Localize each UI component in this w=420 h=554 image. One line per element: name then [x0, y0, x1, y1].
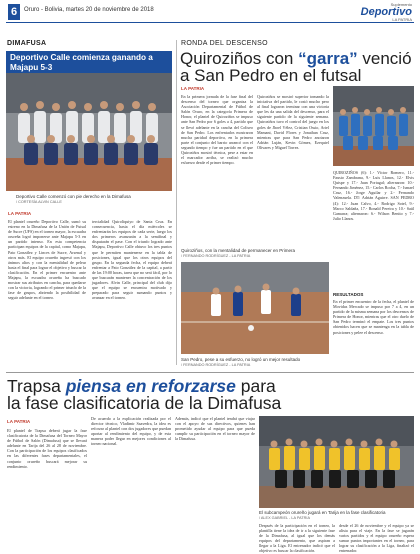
story2-headline-part1: Quiroziños con	[180, 49, 299, 68]
results-heading: RESULTADOS	[333, 292, 364, 297]
supplement-logo	[344, 2, 412, 20]
page-number: 6	[8, 4, 20, 20]
story3-headline-part1: Trapsa	[7, 376, 66, 396]
story2-headline-highlight: “garra”	[298, 49, 358, 68]
story2-headline	[180, 50, 414, 84]
story1-section-label: DIMAFUSA	[7, 40, 47, 47]
story3-photo	[259, 416, 414, 508]
story2-body-col1: En la primera jornada de la fase final del descenso del torneo que organiza la Asociación Departamental de Fútbol de Salón Oruro, en la categoría Primera de Honor, el plantel de Quiroziños se impuso ante San Pedro por 6 goles a 4, partido que se llevó adelante en la cancha del Coliseo de San Pedro. Los enfrentados mostraron mucha paridad deportiva, en la primera parte el conjunto del barrio arrancó con el segundo tiempo y fue un partido en el que Quiroziños mostró técnica, pese a estar en el marcador arriba, se realizó mucho esfuerzo desde el primer tiempo.	[181, 94, 253, 166]
story2-lineups: QUIROZIÑOS (6): 1.- Víctor Romero, 11.- Fausto Zambrana, 9.- Luis Llanos, 12.- Elvis Quispe y 17.- Juan Portugal; alternaron: 10.- Fernando Jiménez, 15.- Carlos Rocha, 7.- Ismael Cruz, 16.- Jorge Aguilar y 2.- Fernando Valenzuela. DT: Adrián Aguirre. SAN PEDRO (4): 12.- Juan Calvo, 4.- Rodrigo Sotel, 9.- Marco Saldaña, 17.- Ronald Pereira y 10.- Saúl Gamarra; alternaron: 6.- Wilson Benito y 7.- Julio Llanos.	[333, 170, 414, 221]
header-rule	[6, 22, 414, 23]
story1-body-col1: El plantel orureño Deportivo Calle, sumó su estreno en la Dimafusa de la Unión de Futsal de Sucre (UFS) en el torneo mayor, la escuadra orureña logró imponerse ante Majapu 5-3 en un partido intenso. En esta competencia participan equipos de la capital, como Majapu, Pato González y Linces de Sucre, Arsenal y otros más. El equipo orureño ingresó con los ánimos altos y con la mentalidad de pelear hasta el final para lograr el objetivo y buscar la clasificación. En el primer encuentro ante Majapu, la escuadra orureña ha buscado mostrar sus atributos en cancha, para quedarse con la victoria, logrando el primer triunfo de la fase de grupos, abriendo la posibilidad de seguir adelante en el torneo.	[8, 219, 86, 301]
story3-body-col2: De acuerdo a la explicación realizada por el director técnico, Vladimir Saavedra, la idea es reforzar al plantel con dos jugadores que puedan aportar al rendimiento del equipo, y de esta manera poder llegar en mejores condiciones al torneo nacional.	[91, 416, 171, 447]
story3-photo-credit: / ALEX GABRIEL - LA PATRIA	[259, 516, 310, 520]
story3-headline-highlight: piensa en reforzarse	[65, 376, 236, 396]
results-body: En el primer encuentro de la fecha, el plantel de Movidas Mercado se impuso por 7 a 4, en un partido de la misma semana por los descensos de Primera de Honor, mientras que el otro duelo de San Pedro terminó el empate. Los tres puntos obtenidos hacen que se mantenga en la tabla de posiciones y pelee el descenso.	[333, 299, 414, 335]
story1-photo	[6, 73, 172, 191]
story3-photo-caption: El subcampeón orureño jugará en Tarija en la fase clasificatoria	[259, 510, 386, 515]
story1-kicker: LA PATRIA	[8, 211, 32, 216]
story3-body-col1: El plantel de Trapsa deberá jugar la fase clasificatoria de la Dimafusa del Torneo Mayor de Fútbol de Salón (Dimafusa) que se llevará adelante en Tarija del 26 al 28 de noviembre. Con la participación de los equipos clasificados en las diferentes fases departamentales, el conjunto orureño buscará mejorar su rendimiento.	[7, 428, 87, 469]
story3-body-col3: Además, indicó que el plantel tendrá que viajar con el apoyo de sus directivos, quienes han prometido ayudar al equipo para que pueda cumplir su participación en el torneo mayor de la Dimafusa.	[175, 416, 255, 442]
story2-photo-caption: Quiroziños, con la mentalidad de permanecer en Primera	[181, 248, 296, 253]
story3-headline-part2: para	[235, 376, 276, 396]
story2-photo	[333, 86, 414, 166]
section-rule	[6, 372, 414, 373]
team-photo-illustration	[6, 73, 172, 191]
column-divider	[176, 40, 177, 365]
dateline: Oruro - Bolivia, martes 20 de noviembre de 2018	[24, 7, 154, 13]
story2-kicker: LA PATRIA	[181, 86, 205, 91]
story2-photo2-credit: / FERNANDO RODRÍGUEZ - LA PATRIA	[181, 363, 251, 367]
story3-headline-line2: la fase clasificatoria de la Dimafusa	[7, 393, 282, 413]
supplement-top-label: Suplemento	[390, 2, 412, 7]
story2-section-label: RONDA DEL DESCENSO	[181, 40, 268, 47]
story2-body-col2: Quiroziños se mostró superior tomando la iniciativa del partido, le costó mucho pero al final lograron terminar con una victoria que les da una salida del descenso, para el siguiente partido de la siguiente semana. Quiroziños tuvo el control del juego en los goles de Jhoel Vélez, Cristian Ossio, Ariel Mamani, David Flores y Jonathan Cruz, mientras que para San Pedro anotaron Adrián Luján, Kevin Gómez, Ezequiel Olivares y Miguel Torrez.	[257, 94, 329, 150]
story1-photo-caption: Deportivo Calle comenzó con pie derecho en la Dimafusa	[16, 194, 131, 199]
futsal-action-illustration	[181, 262, 329, 354]
supplement-name: Deportivo	[360, 6, 412, 18]
story3-kicker: LA PATRIA	[7, 419, 31, 424]
story3-body-col4: Después de la participación en el torneo, la plantilla tiene la idea de ir a la siguiente fase de la Dimafusa, al igual que los demás equipos del departamento, que aspiran a llegar a la Liga. El entrenador indicó que el objetivo es buscar la clasificación.	[259, 523, 335, 554]
team-photo-illustration	[333, 86, 414, 166]
story1-body-col2: tercialidad Quiroliquiyo de Santa Cruz. En consecuencia, hasta el día miércoles se enfrentarán los equipos de cada serie, luego los dos primeros avanzarán a la semifinal y disputarán el pase. Con el triunfo logrado ante Majapu, Deportivo Calle obtuvo los tres puntos que le permiten mantenerse en la tabla de posiciones, igual que los otros equipos del grupo. En la segunda fecha, el equipo deberá enfrentar a Pato González de la capital, a partir de las 19:00 horas, tarea que no será fácil, por lo que buscarán mantener la concentración de los jugadores. Alvin Calle, principal del club dijo que el equipo se encuentra motivado y preparado para seguir sumando puntos y avanzar en el torneo.	[92, 219, 172, 301]
story2-photo-credit: / FERNANDO RODRÍGUEZ - LA PATRIA	[181, 254, 251, 258]
story1-headline: Deportivo Calle comienza ganando a Majapu 5-3	[6, 51, 172, 75]
story2-headline-part2: venció a San Pedro en el futsal	[180, 49, 412, 85]
story3-body-col5: desde el 26 de noviembre y el equipo ya se alista para el viaje. En la fase se jugarán varios partidos y el equipo orureño espera sumar puntos importantes en el torneo, para lograr su clasificación a la Liga, finalizó el entrenador.	[339, 523, 414, 554]
story1-photo-credit: / CORTESÍA ALVIN CALLE	[16, 200, 62, 204]
story2-photo2-caption: San Pedro, pese a su esfuerzo, no logró un mejor resultado	[181, 357, 301, 362]
team-photo-illustration	[259, 416, 414, 508]
story2-photo2	[181, 262, 329, 354]
story3-headline	[7, 378, 414, 412]
supplement-bottom-label: LA PATRIA	[392, 17, 412, 22]
